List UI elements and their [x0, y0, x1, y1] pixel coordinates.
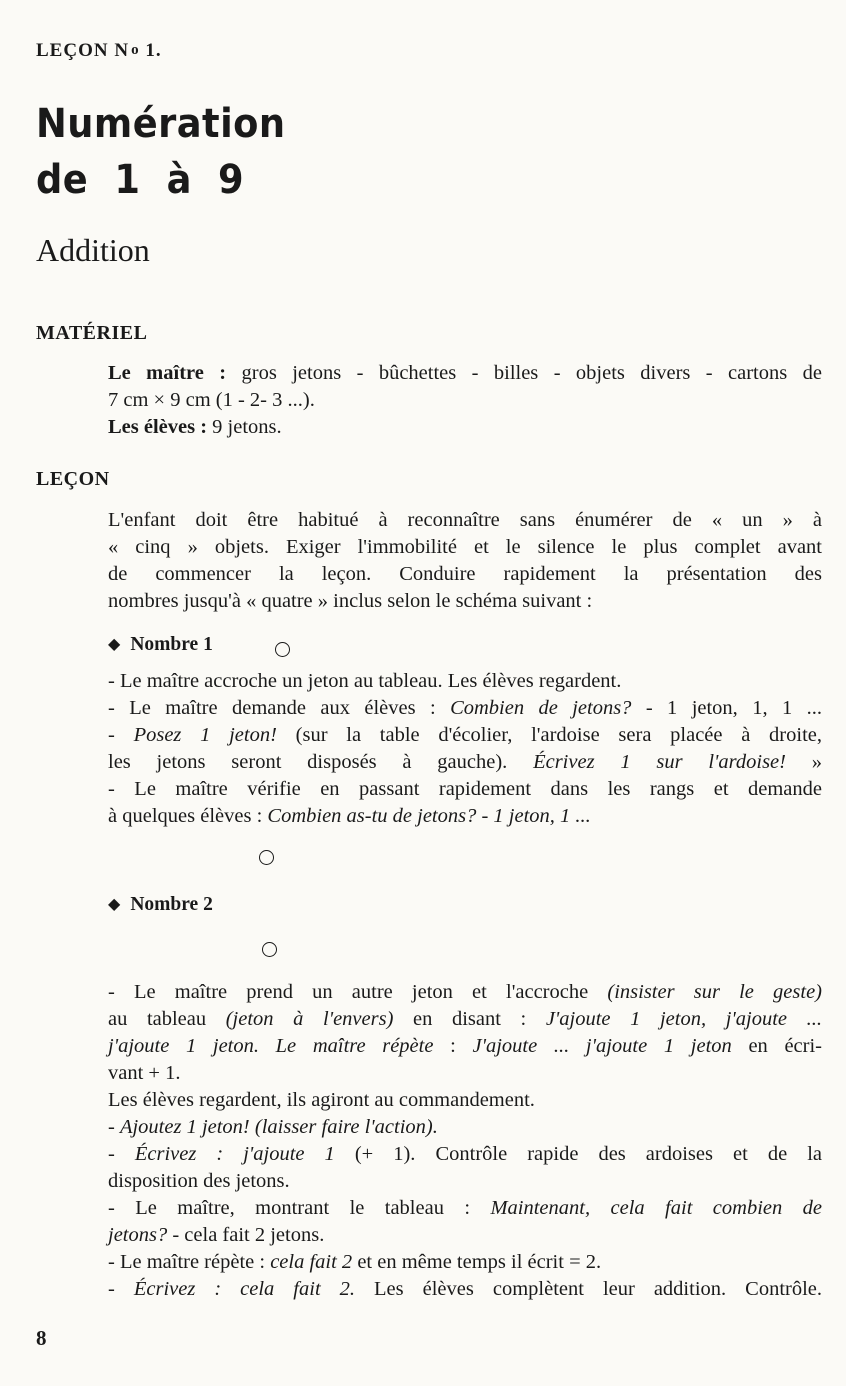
page-subtitle: Addition: [36, 232, 150, 268]
n2-l1b: (insister sur le geste): [607, 981, 822, 1003]
n1-l4b: Écrivez 1 sur l'ardoise!: [533, 751, 786, 773]
n2-l10a: jetons?: [108, 1224, 168, 1246]
n2-l12a: -: [108, 1278, 134, 1300]
n1-l4a: les jetons seront disposés à gauche).: [108, 751, 534, 773]
n1-l4c: »: [785, 751, 823, 773]
intro-line-4: nombres jusqu'à « quatre » inclus selon le schéma suivant :: [108, 590, 593, 612]
n2-line-3: [108, 1033, 822, 1060]
n2-line-5: Les élèves regardent, ils agiront au commandement.: [108, 1089, 535, 1111]
lesson-number: [36, 40, 162, 62]
n2-l3c: J'ajoute ... j'ajoute 1 jeton: [472, 1035, 732, 1057]
nombre-2-body: [108, 979, 822, 1303]
n1-line-2: [108, 695, 822, 722]
n1-line-3: [108, 722, 822, 749]
n2-line-8: disposition des jetons.: [108, 1170, 290, 1192]
jeton-circle-icon: [259, 850, 274, 865]
n2-l2d: J'ajoute 1 jeton, j'ajoute ...: [545, 1008, 822, 1030]
n1-l6b: Combien as-tu de jetons? - 1 jeton, 1 ...: [267, 805, 591, 827]
lesson-no-mark: N: [114, 40, 130, 61]
n2-l3b: :: [433, 1035, 473, 1057]
diamond-bullet-icon: ◆: [108, 896, 121, 913]
n1-l6a: à quelques élèves :: [108, 805, 268, 827]
title-line-2: de 1 à 9: [36, 157, 245, 203]
n1-line-4: [108, 749, 822, 776]
maitre-label: Le maître :: [108, 362, 227, 384]
n2-line-9: [108, 1195, 822, 1222]
n2-l1a: - Le maître prend un autre jeton et l'accroche: [108, 981, 608, 1003]
maitre-text-1: gros jetons - bûchettes - billes - objets divers - cartons de: [241, 362, 822, 384]
nombre-2-label: Nombre 2: [130, 894, 213, 915]
lecon-intro: [108, 507, 822, 615]
n2-l3d: en écri-: [731, 1035, 822, 1057]
n2-l9a: - Le maître, montrant le tableau :: [108, 1197, 491, 1219]
n1-l3b: Posez 1 jeton!: [133, 724, 277, 746]
jeton-circle-icon: [275, 642, 290, 657]
n2-line-10: [108, 1222, 822, 1249]
n2-l2b: (jeton à l'envers): [225, 1008, 394, 1030]
n2-l12b: Écrivez : cela fait 2.: [133, 1278, 356, 1300]
n2-l7c: (+ 1). Contrôle rapide des ardoises et de la: [334, 1143, 822, 1165]
n2-l2a: au tableau: [108, 1008, 226, 1030]
lecon-heading: LEÇON: [36, 468, 110, 490]
n2-line-4: vant + 1.: [108, 1062, 181, 1084]
n1-line-6: [108, 803, 822, 830]
intro-line-3: de commencer la leçon. Conduire rapidement la présentation des: [108, 563, 822, 585]
n2-l11b: cela fait 2: [270, 1251, 353, 1273]
n1-l3c: (sur la table d'écolier, l'ardoise sera placée à droite,: [276, 724, 822, 746]
n1-line-1: - Le maître accroche un jeton au tableau. Les élèves regardent.: [108, 670, 622, 692]
nombre-1-label: Nombre 1: [130, 634, 213, 655]
n2-l11a: - Le maître répète :: [108, 1251, 271, 1273]
page-number: 8: [36, 1326, 47, 1350]
materiel-paragraph: [108, 360, 822, 441]
lesson-label: LEÇON: [36, 40, 109, 61]
n1-line-5: - Le maître vérifie en passant rapidement dans les rangs et demande: [108, 778, 822, 800]
n2-l12c: Les élèves complètent leur addition. Contrôle.: [355, 1278, 823, 1300]
n2-line-1: [108, 979, 822, 1006]
n2-line-12: [108, 1276, 822, 1303]
page-title: [36, 96, 286, 208]
title-line-1: Numération: [36, 101, 286, 147]
materiel-line-1: [108, 360, 822, 387]
nombre-1-heading: [108, 634, 213, 656]
n2-line-6: [108, 1114, 822, 1141]
n2-l9b: Maintenant, cela fait combien de: [490, 1197, 823, 1219]
diamond-bullet-icon: ◆: [108, 636, 121, 653]
eleves-text: 9 jetons.: [212, 416, 282, 438]
n2-line-7: [108, 1141, 822, 1168]
n2-l7a: -: [108, 1143, 135, 1165]
intro-line-1: L'enfant doit être habitué à reconnaître sans énumérer de « un » à: [108, 509, 822, 531]
n2-line-11: [108, 1249, 822, 1276]
n1-l3a: -: [108, 724, 134, 746]
n2-l6a: -: [108, 1116, 120, 1138]
eleves-label: Les élèves :: [108, 416, 208, 438]
lesson-no-value: 1.: [145, 40, 162, 61]
materiel-line-3: [108, 414, 822, 441]
jeton-circle-icon: [262, 942, 277, 957]
n1-l2a: - Le maître demande aux élèves :: [108, 697, 451, 719]
nombre-2-heading: [108, 894, 213, 916]
n1-l2c: - 1 jeton, 1, 1 ...: [631, 697, 822, 719]
lesson-no-sup: o: [131, 42, 140, 58]
n1-l2b: Combien de jetons?: [450, 697, 632, 719]
n2-l2c: en disant :: [393, 1008, 546, 1030]
n2-l7b: Écrivez : j'ajoute 1: [134, 1143, 335, 1165]
nombre-1-body: [108, 668, 822, 830]
n2-l10b: - cela fait 2 jetons.: [167, 1224, 325, 1246]
n2-line-2: [108, 1006, 822, 1033]
intro-line-2: « cinq » objets. Exiger l'immobilité et le silence le plus complet avant: [108, 536, 822, 558]
materiel-heading: MATÉRIEL: [36, 322, 148, 344]
n2-l11c: et en même temps il écrit = 2.: [352, 1251, 602, 1273]
n2-l3a: j'ajoute 1 jeton. Le maître répète: [108, 1035, 434, 1057]
maitre-text-2: 7 cm × 9 cm (1 - 2- 3 ...).: [108, 389, 315, 411]
n2-l6b: Ajoutez 1 jeton! (laisser faire l'action).: [119, 1116, 438, 1138]
